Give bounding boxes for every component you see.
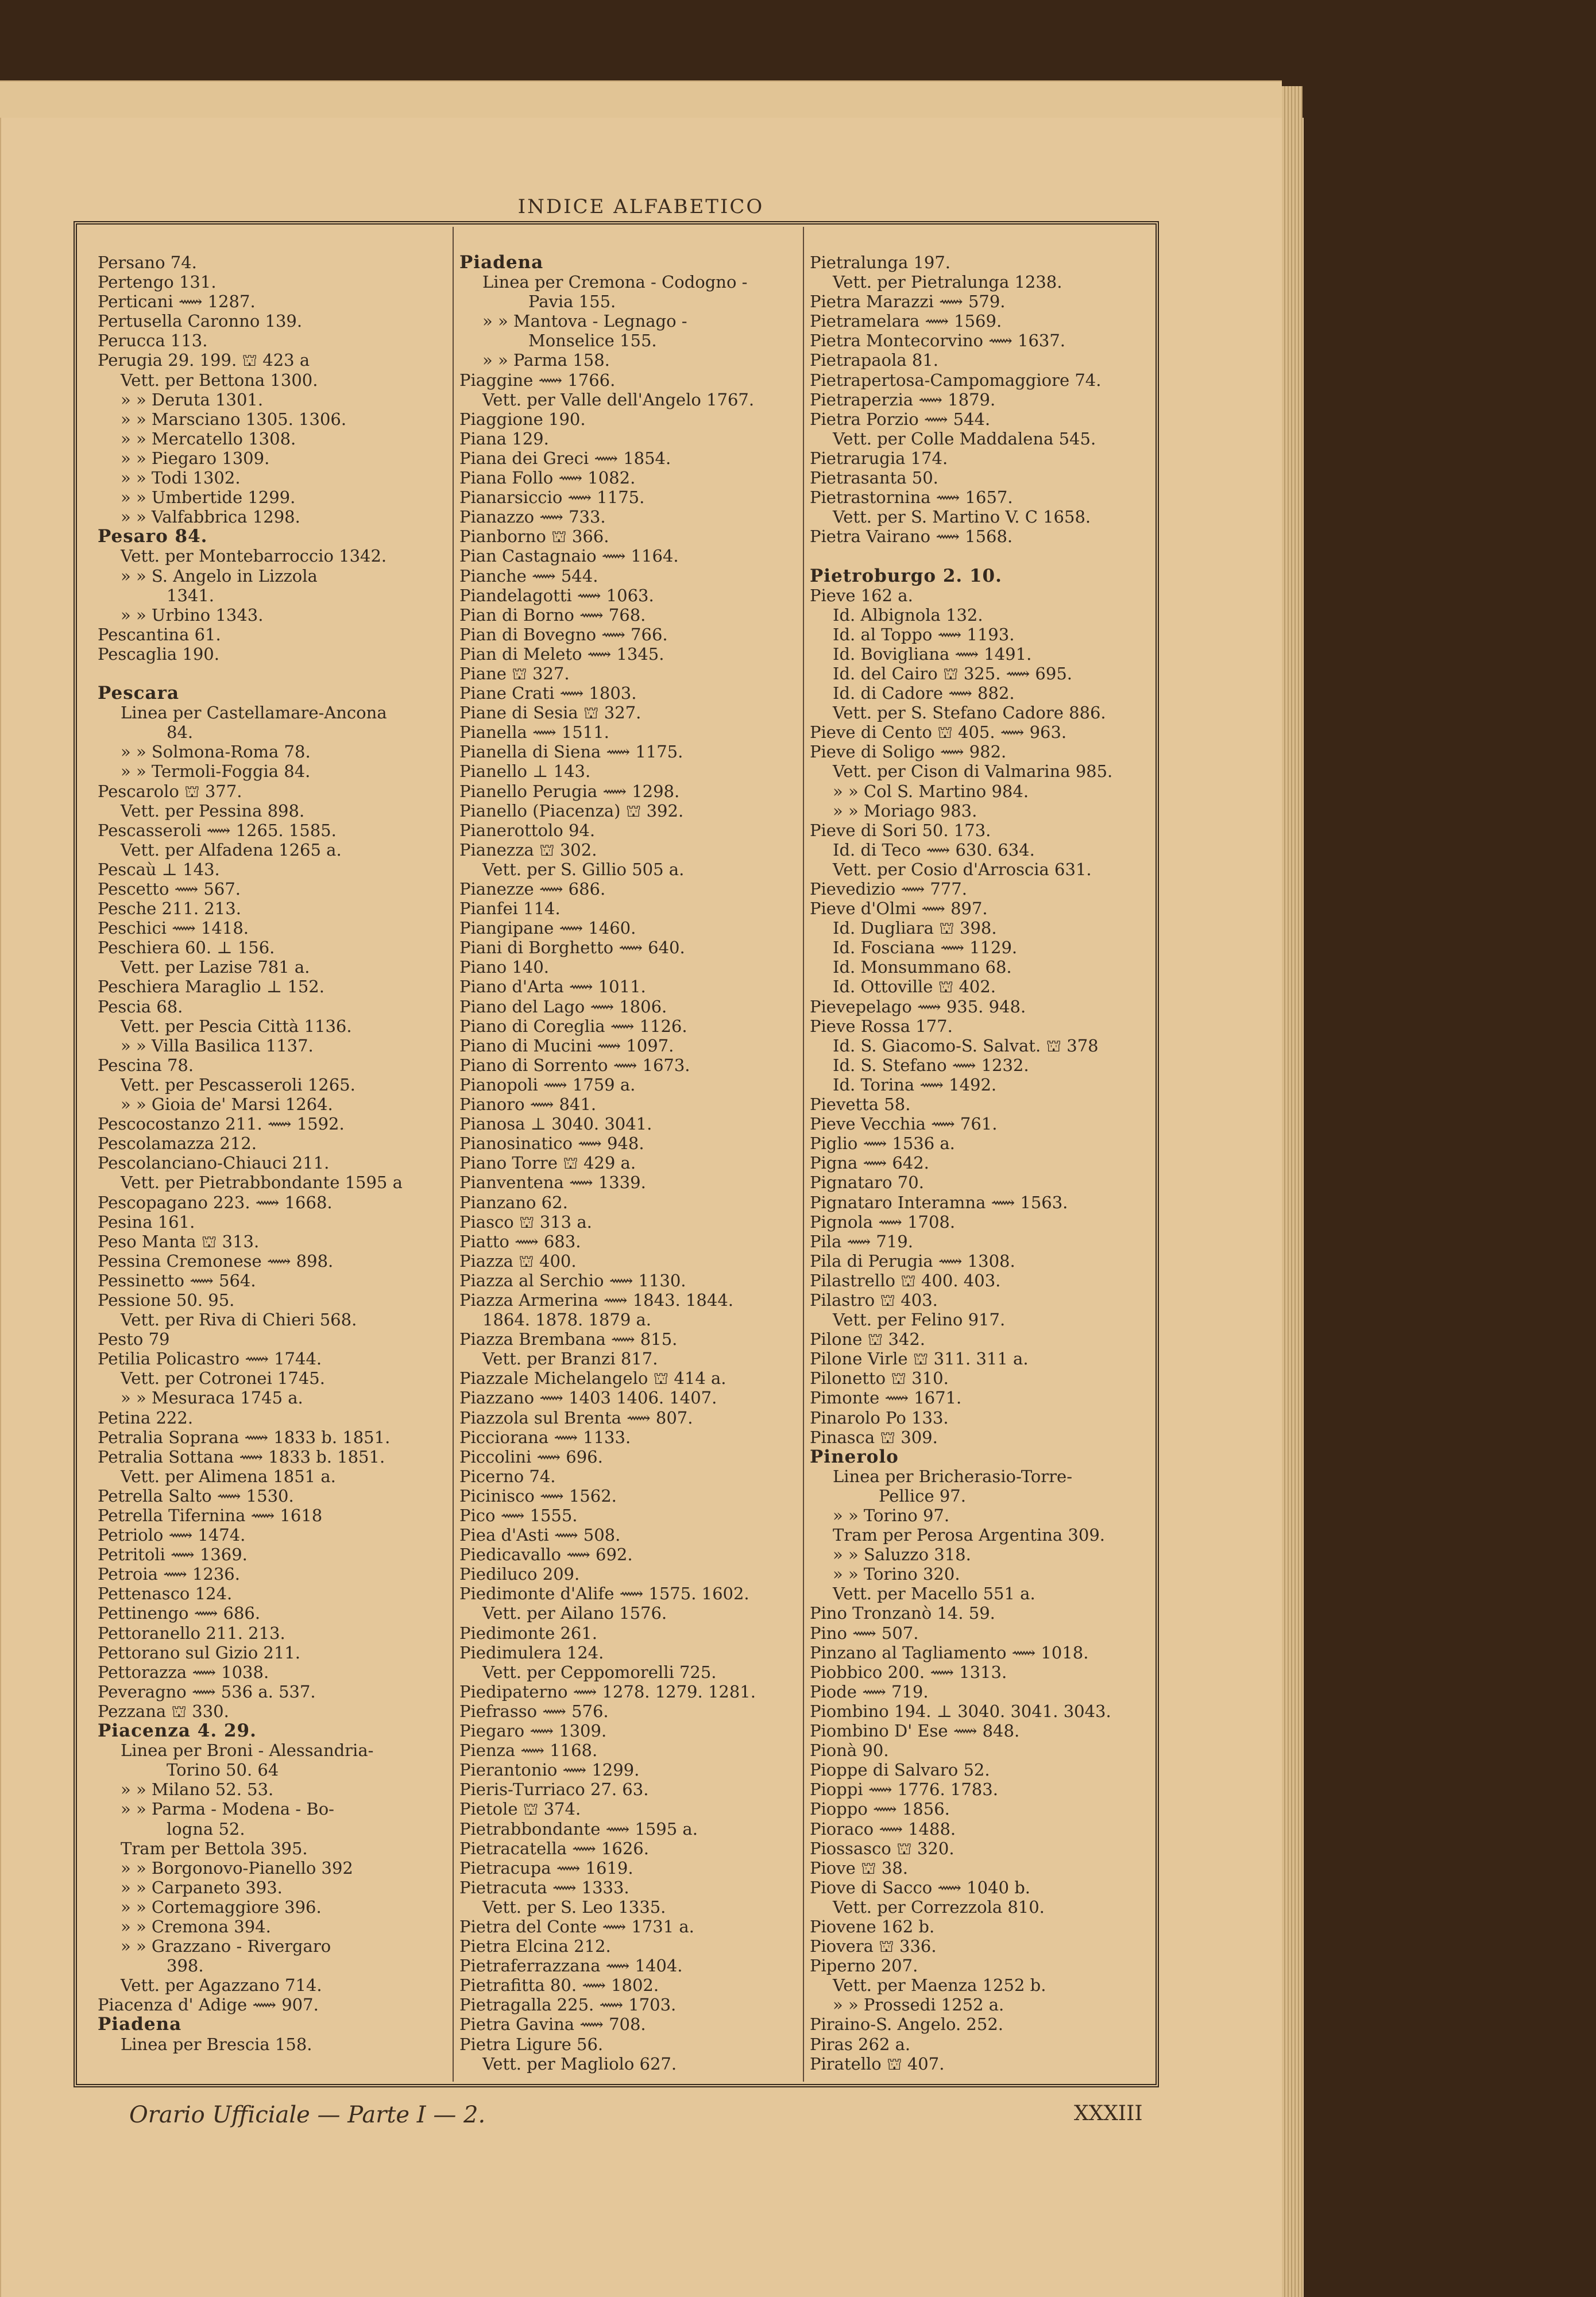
index-entry: Vett. per Alfadena 1265 a. (121, 840, 342, 860)
index-entry: Pietraperzia ⟿ 1879. (810, 389, 996, 409)
index-entry: Piras 262 a. (810, 2034, 911, 2054)
index-entry: Pianborno ⛫ 366. (459, 527, 609, 547)
index-entry: Pigna ⟿ 642. (810, 1153, 929, 1173)
index-entry: » » Mercatello 1308. (121, 428, 296, 448)
index-entry: Piazza Armerina ⟿ 1843. 1844. (459, 1290, 733, 1310)
index-entry: » » Milano 52. 53. (121, 1780, 274, 1800)
index-entry: Piove ⛫ 38. (810, 1858, 908, 1878)
index-entry: Pieris-Turriaco 27. 63. (459, 1780, 649, 1800)
index-entry: Piasco ⛫ 313 a. (459, 1212, 592, 1232)
index-entry: Id. Dugliara ⛫ 398. (833, 918, 997, 938)
index-entry: » » Solmona-Roma 78. (121, 742, 311, 762)
index-entry: » » Moriago 983. (833, 801, 977, 821)
index-entry: Pilonetto ⛫ 310. (810, 1368, 949, 1389)
index-entry: Perticani ⟿ 1287. (98, 292, 256, 312)
index-heading: Pinerolo (810, 1447, 899, 1467)
index-heading: Pietroburgo 2. 10. (810, 566, 1002, 586)
index-entry: Tram per Perosa Argentina 309. (833, 1525, 1105, 1545)
index-entry: Piazzano ⟿ 1403 1406. 1407. (459, 1388, 717, 1408)
index-entry: Monselice 155. (528, 331, 657, 351)
index-entry: Pian di Bovegno ⟿ 766. (459, 624, 668, 644)
index-entry: Pellice 97. (879, 1486, 966, 1506)
index-entry: Pescina 78. (98, 1055, 194, 1075)
index-entry: Vett. per Pessina 898. (121, 801, 305, 821)
index-entry: Pietrapaola 81. (810, 350, 938, 370)
index-entry: » » Valfabbrica 1298. (121, 507, 300, 527)
footer-source: Orario Ufficiale — Parte I — 2. (129, 2102, 486, 2128)
index-entry: Pioppe di Salvaro 52. (810, 1760, 990, 1780)
index-entry: Linea per Bricherasio-Torre- (833, 1466, 1072, 1486)
index-entry: Pian di Meleto ⟿ 1345. (459, 644, 664, 664)
index-entry: » » Deruta 1301. (121, 389, 264, 409)
index-entry: Piefrasso ⟿ 576. (459, 1701, 609, 1721)
index-entry: Piazzale Michelangelo ⛫ 414 a. (459, 1368, 726, 1389)
index-entry: Petralia Soprana ⟿ 1833 b. 1851. (98, 1427, 391, 1447)
index-entry: Pianarsiccio ⟿ 1175. (459, 488, 645, 508)
index-entry: Linea per Brescia 158. (121, 2034, 312, 2054)
index-entry: Petroia ⟿ 1236. (98, 1564, 240, 1584)
index-entry: Pesche 211. 213. (98, 899, 241, 919)
index-entry: Piegaro ⟿ 1309. (459, 1721, 607, 1741)
index-entry: Vett. per Bettona 1300. (121, 370, 318, 390)
index-entry: Pessione 50. 95. (98, 1290, 235, 1310)
index-heading: Pescara (98, 683, 180, 703)
index-entry: Piana dei Greci ⟿ 1854. (459, 448, 671, 468)
index-entry: Pescia 68. (98, 996, 183, 1016)
index-entry: Pieve Vecchia ⟿ 761. (810, 1114, 998, 1134)
index-entry: Piobbico 200. ⟿ 1313. (810, 1662, 1007, 1682)
index-entry: Pieve di Sori 50. 173. (810, 820, 991, 840)
index-entry: Id. Bovigliana ⟿ 1491. (833, 644, 1032, 664)
index-entry: Pettorano sul Gizio 211. (98, 1642, 300, 1662)
index-entry: Piove di Sacco ⟿ 1040 b. (810, 1877, 1030, 1897)
index-entry: Pertengo 131. (98, 272, 217, 292)
index-entry: Vett. per Riva di Chieri 568. (121, 1310, 357, 1330)
index-entry: Id. S. Stefano ⟿ 1232. (833, 1055, 1029, 1075)
index-entry: Pilone ⛫ 342. (810, 1329, 926, 1349)
index-entry: Pinasca ⛫ 309. (810, 1427, 938, 1447)
index-entry: Pionà 90. (810, 1741, 889, 1761)
index-entry: » » Parma 158. (482, 350, 610, 370)
index-entry: Id. Torina ⟿ 1492. (833, 1074, 997, 1095)
index-entry: Picciorana ⟿ 1133. (459, 1427, 631, 1447)
index-entry: » » Cortemaggiore 396. (121, 1897, 322, 1917)
index-entry: Pila di Perugia ⟿ 1308. (810, 1251, 1015, 1271)
index-entry: Piazza al Serchio ⟿ 1130. (459, 1270, 686, 1290)
index-entry: Piazza ⛫ 400. (459, 1251, 577, 1271)
index-entry: Tram per Bettola 395. (121, 1838, 308, 1858)
index-entry: Pianosinatico ⟿ 948. (459, 1134, 644, 1154)
index-entry: Pioppi ⟿ 1776. 1783. (810, 1780, 998, 1800)
index-entry: Vett. per Cotronei 1745. (121, 1368, 325, 1389)
index-entry: Pezzana ⛫ 330. (98, 1701, 229, 1721)
index-entry: Pescaù ⊥ 143. (98, 859, 220, 879)
index-entry: Pietracatella ⟿ 1626. (459, 1838, 649, 1858)
index-entry: Id. di Cadore ⟿ 882. (833, 683, 1015, 703)
index-entry: Pietralunga 197. (810, 253, 951, 272)
index-entry: Pesto 79 (98, 1329, 170, 1349)
index-entry: Pierantonio ⟿ 1299. (459, 1760, 640, 1780)
index-entry: Pievepelago ⟿ 935. 948. (810, 996, 1026, 1016)
index-entry: Pianerottolo 94. (459, 820, 596, 840)
index-entry: Pianosa ⊥ 3040. 3041. (459, 1114, 652, 1134)
index-entry: » » Parma - Modena - Bo- (121, 1799, 334, 1819)
index-entry: Peveragno ⟿ 536 a. 537. (98, 1681, 316, 1702)
index-entry: Vett. per S. Leo 1335. (482, 1897, 666, 1917)
index-entry: Piane di Sesia ⛫ 327. (459, 703, 642, 723)
index-entry: Pietra Marazzi ⟿ 579. (810, 292, 1006, 312)
page-top-edge (0, 80, 1282, 122)
index-entry: Pino ⟿ 507. (810, 1623, 919, 1643)
index-entry: Pietra Montecorvino ⟿ 1637. (810, 331, 1066, 351)
index-entry: Piangipane ⟿ 1460. (459, 918, 636, 938)
index-entry: » » Piegaro 1309. (121, 448, 270, 468)
index-entry: » » Mantova - Legnago - (482, 311, 687, 331)
index-entry: Pieve di Cento ⛫ 405. ⟿ 963. (810, 722, 1067, 743)
index-entry: Pilastrello ⛫ 400. 403. (810, 1270, 1001, 1290)
index-entry: Picinisco ⟿ 1562. (459, 1486, 617, 1506)
index-heading: Pesaro 84. (98, 527, 208, 547)
index-entry: Petritoli ⟿ 1369. (98, 1545, 248, 1565)
index-entry: Peschici ⟿ 1418. (98, 918, 249, 938)
index-entry: Vett. per Cison di Valmarina 985. (833, 761, 1113, 782)
index-entry: 398. (167, 1956, 204, 1976)
index-entry: » » S. Angelo in Lizzola (121, 566, 318, 586)
index-entry: Pianoro ⟿ 841. (459, 1095, 597, 1115)
index-entry: Vett. per Alimena 1851 a. (121, 1466, 336, 1486)
index-entry: Piano di Mucini ⟿ 1097. (459, 1035, 674, 1055)
index-entry: Pianventena ⟿ 1339. (459, 1173, 646, 1193)
index-entry: Piedimonte 261. (459, 1623, 598, 1643)
index-entry: Pianopoli ⟿ 1759 a. (459, 1074, 636, 1095)
index-entry: Pessinetto ⟿ 564. (98, 1270, 256, 1290)
index-entry: Piglio ⟿ 1536 a. (810, 1134, 955, 1154)
index-entry: Piano di Sorrento ⟿ 1673. (459, 1055, 690, 1075)
index-entry: Pieve 162 a. (810, 585, 913, 605)
index-entry: 84. (167, 722, 194, 743)
index-entry: Vett. per Cosio d'Arroscia 631. (833, 859, 1092, 879)
index-entry: Pietra Porzio ⟿ 544. (810, 409, 991, 429)
index-column-2 (459, 253, 804, 2074)
index-entry: Piccolini ⟿ 696. (459, 1447, 603, 1467)
index-entry: Pienza ⟿ 1168. (459, 1741, 598, 1761)
index-entry: Perugia 29. 199. ⛫ 423 a (98, 350, 310, 370)
index-entry: Pieve Rossa 177. (810, 1016, 953, 1036)
index-entry: Pievedizio ⟿ 777. (810, 879, 967, 899)
index-entry: Id. S. Giacomo-S. Salvat. ⛫ 378 (833, 1035, 1099, 1055)
index-entry: Pescasseroli ⟿ 1265. 1585. (98, 820, 337, 840)
index-column-3 (810, 253, 1154, 2074)
index-entry: Petriolo ⟿ 1474. (98, 1525, 246, 1545)
index-entry: » » Cremona 394. (121, 1916, 271, 1936)
index-entry: Pesina 161. (98, 1212, 195, 1232)
index-entry: Pilone Virle ⛫ 311. 311 a. (810, 1349, 1029, 1369)
index-entry: » » Villa Basilica 1137. (121, 1035, 314, 1055)
index-entry: Pieve d'Olmi ⟿ 897. (810, 899, 988, 919)
index-entry: Pescocostanzo 211. ⟿ 1592. (98, 1114, 345, 1134)
index-entry: Piombino D' Ese ⟿ 848. (810, 1721, 1020, 1741)
index-entry: Piraino-S. Angelo. 252. (810, 2014, 1003, 2035)
index-entry: 1864. 1878. 1879 a. (482, 1310, 652, 1330)
index-entry: Pianello Perugia ⟿ 1298. (459, 781, 680, 801)
index-entry: logna 52. (167, 1819, 245, 1839)
index-entry: Pietrarugia 174. (810, 448, 948, 468)
index-entry: Pettorazza ⟿ 1038. (98, 1662, 269, 1682)
index-entry: Id. Albignola 132. (833, 605, 983, 625)
index-entry: Peso Manta ⛫ 313. (98, 1231, 260, 1251)
index-entry: Id. del Cairo ⛫ 325. ⟿ 695. (833, 663, 1072, 683)
index-entry: Pietraferrazzana ⟿ 1404. (459, 1956, 683, 1976)
index-entry: Pavia 155. (528, 292, 616, 312)
index-entry: Vett. per S. Martino V. C 1658. (833, 507, 1091, 527)
index-entry: Piovene 162 b. (810, 1916, 935, 1936)
index-entry: Torino 50. 64 (167, 1760, 279, 1780)
index-entry: Piedicavallo ⟿ 692. (459, 1545, 633, 1565)
index-entry: Pietrastornina ⟿ 1657. (810, 488, 1013, 508)
index-entry: Pietra Elcina 212. (459, 1936, 611, 1956)
index-entry: Pinzano al Tagliamento ⟿ 1018. (810, 1642, 1089, 1662)
index-entry: » » Marsciano 1305. 1306. (121, 409, 347, 429)
index-entry: Pescetto ⟿ 567. (98, 879, 241, 899)
index-entry: Pila ⟿ 719. (810, 1231, 913, 1251)
index-entry: Pimonte ⟿ 1671. (810, 1388, 962, 1408)
index-heading: Piadena (98, 2014, 182, 2035)
index-entry: Pianezze ⟿ 686. (459, 879, 606, 899)
index-entry: Linea per Broni - Alessandria- (121, 1741, 374, 1761)
index-entry: » » Gioia de' Marsi 1264. (121, 1095, 333, 1115)
index-entry: Linea per Cremona - Codogno - (482, 272, 748, 292)
index-entry: Pioppo ⟿ 1856. (810, 1799, 950, 1819)
index-entry: Piano del Lago ⟿ 1806. (459, 996, 667, 1016)
index-entry: Vett. per Pietralunga 1238. (833, 272, 1062, 292)
index-entry: Piea d'Asti ⟿ 508. (459, 1525, 621, 1545)
index-entry: Vett. per Pietrabbondante 1595 a (121, 1173, 403, 1193)
index-entry: Id. Monsummano 68. (833, 957, 1012, 977)
index-entry: Pietragalla 225. ⟿ 1703. (459, 1995, 677, 2015)
index-entry: Vett. per Maenza 1252 b. (833, 1975, 1046, 1996)
index-entry: » » Umbertide 1299. (121, 488, 296, 508)
index-entry: » » Urbino 1343. (121, 605, 264, 625)
index-entry: Pietra Ligure 56. (459, 2034, 604, 2054)
index-entry (810, 546, 1154, 566)
index-entry: Pietramelara ⟿ 1569. (810, 311, 1002, 331)
index-entry: Picerno 74. (459, 1466, 556, 1486)
index-entry: Pianche ⟿ 544. (459, 566, 598, 586)
index-entry: Petilia Policastro ⟿ 1744. (98, 1349, 322, 1369)
index-entry: » » Torino 97. (833, 1506, 950, 1525)
index-entry: Piazza Brembana ⟿ 815. (459, 1329, 678, 1349)
index-entry: Piedipaterno ⟿ 1278. 1279. 1281. (459, 1681, 756, 1702)
index-entry: Piedimulera 124. (459, 1642, 604, 1662)
index-entry: Linea per Castellamare-Ancona (121, 703, 387, 723)
index-entry: » » Carpaneto 393. (121, 1877, 283, 1897)
index-entry: Vett. per Agazzano 714. (121, 1975, 322, 1996)
index-entry: Pietra Gavina ⟿ 708. (459, 2014, 646, 2035)
index-entry: Piedimonte d'Alife ⟿ 1575. 1602. (459, 1584, 749, 1604)
index-entry: Pietrapertosa-Campomaggiore 74. (810, 370, 1102, 390)
index-entry: Vett. per Ailano 1576. (482, 1603, 667, 1623)
index-entry: Pioraco ⟿ 1488. (810, 1819, 956, 1839)
page-number: XXXIII (1074, 2102, 1143, 2125)
index-entry: Piatto ⟿ 683. (459, 1231, 581, 1251)
index-entry: Piano 140. (459, 957, 550, 977)
index-entry: Pian di Borno ⟿ 768. (459, 605, 646, 625)
index-entry: Pinarolo Po 133. (810, 1407, 949, 1428)
index-entry: Vett. per Felino 917. (833, 1310, 1006, 1330)
index-entry: Pescarolo ⛫ 377. (98, 781, 242, 801)
index-entry: Pietra Vairano ⟿ 1568. (810, 527, 1013, 547)
index-entry: » » Borgonovo-Pianello 392 (121, 1858, 353, 1878)
index-entry: » » Col S. Martino 984. (833, 781, 1029, 801)
index-entry: Piediluco 209. (459, 1564, 580, 1584)
index-entry: » » Mesuraca 1745 a. (121, 1388, 303, 1408)
index-entry: Pignataro 70. (810, 1173, 924, 1193)
index-entry: Piana Follo ⟿ 1082. (459, 468, 636, 488)
index-entry: Pietrabbondante ⟿ 1595 a. (459, 1819, 698, 1839)
index-entry: Piombino 194. ⊥ 3040. 3041. 3043. (810, 1701, 1111, 1721)
index-entry: Piana 129. (459, 428, 549, 448)
index-entry: Vett. per Correzzola 810. (833, 1897, 1045, 1917)
index-entry: Pino Tronzanò 14. 59. (810, 1603, 995, 1623)
index-entry: Vett. per Pescasseroli 1265. (121, 1074, 355, 1095)
index-entry: Piossasco ⛫ 320. (810, 1838, 954, 1858)
index-entry: Vett. per S. Gillio 505 a. (482, 859, 685, 879)
index-entry: Pescopagano 223. ⟿ 1668. (98, 1192, 333, 1212)
index-entry: Piratello ⛫ 407. (810, 2054, 945, 2074)
index-entry: Pianfei 114. (459, 899, 561, 919)
index-entry: Piano d'Arta ⟿ 1011. (459, 977, 646, 997)
index-entry: Pianazzo ⟿ 733. (459, 507, 606, 527)
index-entry: Peschiera Maraglio ⊥ 152. (98, 977, 324, 997)
index-entry: Pievetta 58. (810, 1095, 911, 1115)
index-entry: Piandelagotti ⟿ 1063. (459, 585, 654, 605)
index-entry: Piane Crati ⟿ 1803. (459, 683, 637, 703)
index-entry: Id. di Teco ⟿ 630. 634. (833, 840, 1035, 860)
index-entry: Pianello ⊥ 143. (459, 761, 591, 782)
index-entry: Pietracuta ⟿ 1333. (459, 1877, 629, 1897)
index-entry: Pietra del Conte ⟿ 1731 a. (459, 1916, 694, 1936)
index-entry: Petrella Tifernina ⟿ 1618 (98, 1506, 323, 1525)
index-entry: Pilastro ⛫ 403. (810, 1290, 938, 1310)
column-divider (453, 227, 454, 2082)
index-entry: Pescolanciano-Chiauci 211. (98, 1153, 330, 1173)
index-entry: Pignataro Interamna ⟿ 1563. (810, 1192, 1068, 1212)
index-entry: 1341. (167, 585, 215, 605)
index-entry: Petralia Sottana ⟿ 1833 b. 1851. (98, 1447, 385, 1467)
page-stack-edge (1282, 86, 1303, 2297)
index-entry: Vett. per Branzi 817. (482, 1349, 658, 1369)
index-entry: Pico ⟿ 1555. (459, 1506, 578, 1525)
index-entry: Vett. per Magliolo 627. (482, 2054, 677, 2074)
index-entry: Petrella Salto ⟿ 1530. (98, 1486, 294, 1506)
index-entry: Id. al Toppo ⟿ 1193. (833, 624, 1015, 644)
index-entry: Pettinengo ⟿ 686. (98, 1603, 261, 1623)
index-entry: Piode ⟿ 719. (810, 1681, 929, 1702)
index-entry: » » Grazzano - Rivergaro (121, 1936, 331, 1956)
index-entry: » » Todi 1302. (121, 468, 241, 488)
index-heading: Piacenza 4. 29. (98, 1721, 257, 1741)
index-entry: Pescolamazza 212. (98, 1134, 257, 1154)
index-entry: Pianello (Piacenza) ⛫ 392. (459, 801, 684, 821)
index-entry: Piane ⛫ 327. (459, 663, 570, 683)
index-entry: Vett. per Macello 551 a. (833, 1584, 1035, 1604)
index-entry (98, 664, 436, 683)
index-entry: Pescaglia 190. (98, 644, 219, 664)
index-entry: Vett. per S. Stefano Cadore 886. (833, 703, 1106, 723)
index-entry: » » Prossedi 1252 a. (833, 1995, 1004, 2015)
index-entry: Piovera ⛫ 336. (810, 1936, 937, 1956)
index-entry: » » Torino 320. (833, 1564, 960, 1584)
index-entry: Vett. per Pescia Città 1136. (121, 1016, 352, 1036)
index-entry: Id. Ottoville ⛫ 402. (833, 977, 996, 997)
index-entry: Pietole ⛫ 374. (459, 1799, 581, 1819)
index-entry: Piaggine ⟿ 1766. (459, 370, 616, 390)
index-entry: Pianezza ⛫ 302. (459, 840, 597, 860)
index-entry: Vett. per Lazise 781 a. (121, 957, 310, 977)
index-entry: Pettenasco 124. (98, 1584, 233, 1604)
index-entry: Vett. per Ceppomorelli 725. (482, 1662, 717, 1682)
index-entry: Id. Fosciana ⟿ 1129. (833, 938, 1018, 958)
index-entry: Vett. per Montebarroccio 1342. (121, 546, 387, 566)
index-entry: Pettoranello 211. 213. (98, 1623, 285, 1643)
index-entry: Pianella ⟿ 1511. (459, 722, 609, 743)
index-entry: Pertusella Caronno 139. (98, 311, 303, 331)
page-title: INDICE ALFABETICO (517, 195, 764, 218)
index-entry: Piaggione 190. (459, 409, 586, 429)
index-entry: Pignola ⟿ 1708. (810, 1212, 956, 1232)
index-entry: Piazzola sul Brenta ⟿ 807. (459, 1407, 693, 1428)
index-entry: Piano Torre ⛫ 429 a. (459, 1153, 636, 1173)
index-entry: Vett. per Colle Maddalena 545. (833, 428, 1096, 448)
index-entry: Piacenza d' Adige ⟿ 907. (98, 1995, 319, 2015)
index-entry: Pietrasanta 50. (810, 468, 938, 488)
index-entry: Piperno 207. (810, 1956, 918, 1976)
index-entry: Pianella di Siena ⟿ 1175. (459, 742, 683, 762)
index-column-1 (98, 253, 436, 2054)
index-entry: Perucca 113. (98, 331, 208, 351)
index-entry: Pessina Cremonese ⟿ 898. (98, 1251, 334, 1271)
index-heading: Piadena (459, 253, 544, 273)
index-entry: » » Termoli-Foggia 84. (121, 761, 311, 782)
index-entry: Pescantina 61. (98, 624, 221, 644)
index-entry: Piano di Coreglia ⟿ 1126. (459, 1016, 687, 1036)
index-entry: Peschiera 60. ⊥ 156. (98, 938, 275, 958)
index-entry: Pianzano 62. (459, 1192, 568, 1212)
index-entry: Pietracupa ⟿ 1619. (459, 1858, 633, 1878)
index-entry: » » Saluzzo 318. (833, 1545, 971, 1565)
index-entry: Persano 74. (98, 253, 197, 272)
index-entry: Pian Castagnaio ⟿ 1164. (459, 546, 679, 566)
index-entry: Pietrafitta 80. ⟿ 1802. (459, 1975, 659, 1996)
index-entry: Petina 222. (98, 1407, 194, 1428)
index-entry: Vett. per Valle dell'Angelo 1767. (482, 389, 755, 409)
index-entry: Pieve di Soligo ⟿ 982. (810, 742, 1007, 762)
index-entry: Piani di Borghetto ⟿ 640. (459, 938, 685, 958)
